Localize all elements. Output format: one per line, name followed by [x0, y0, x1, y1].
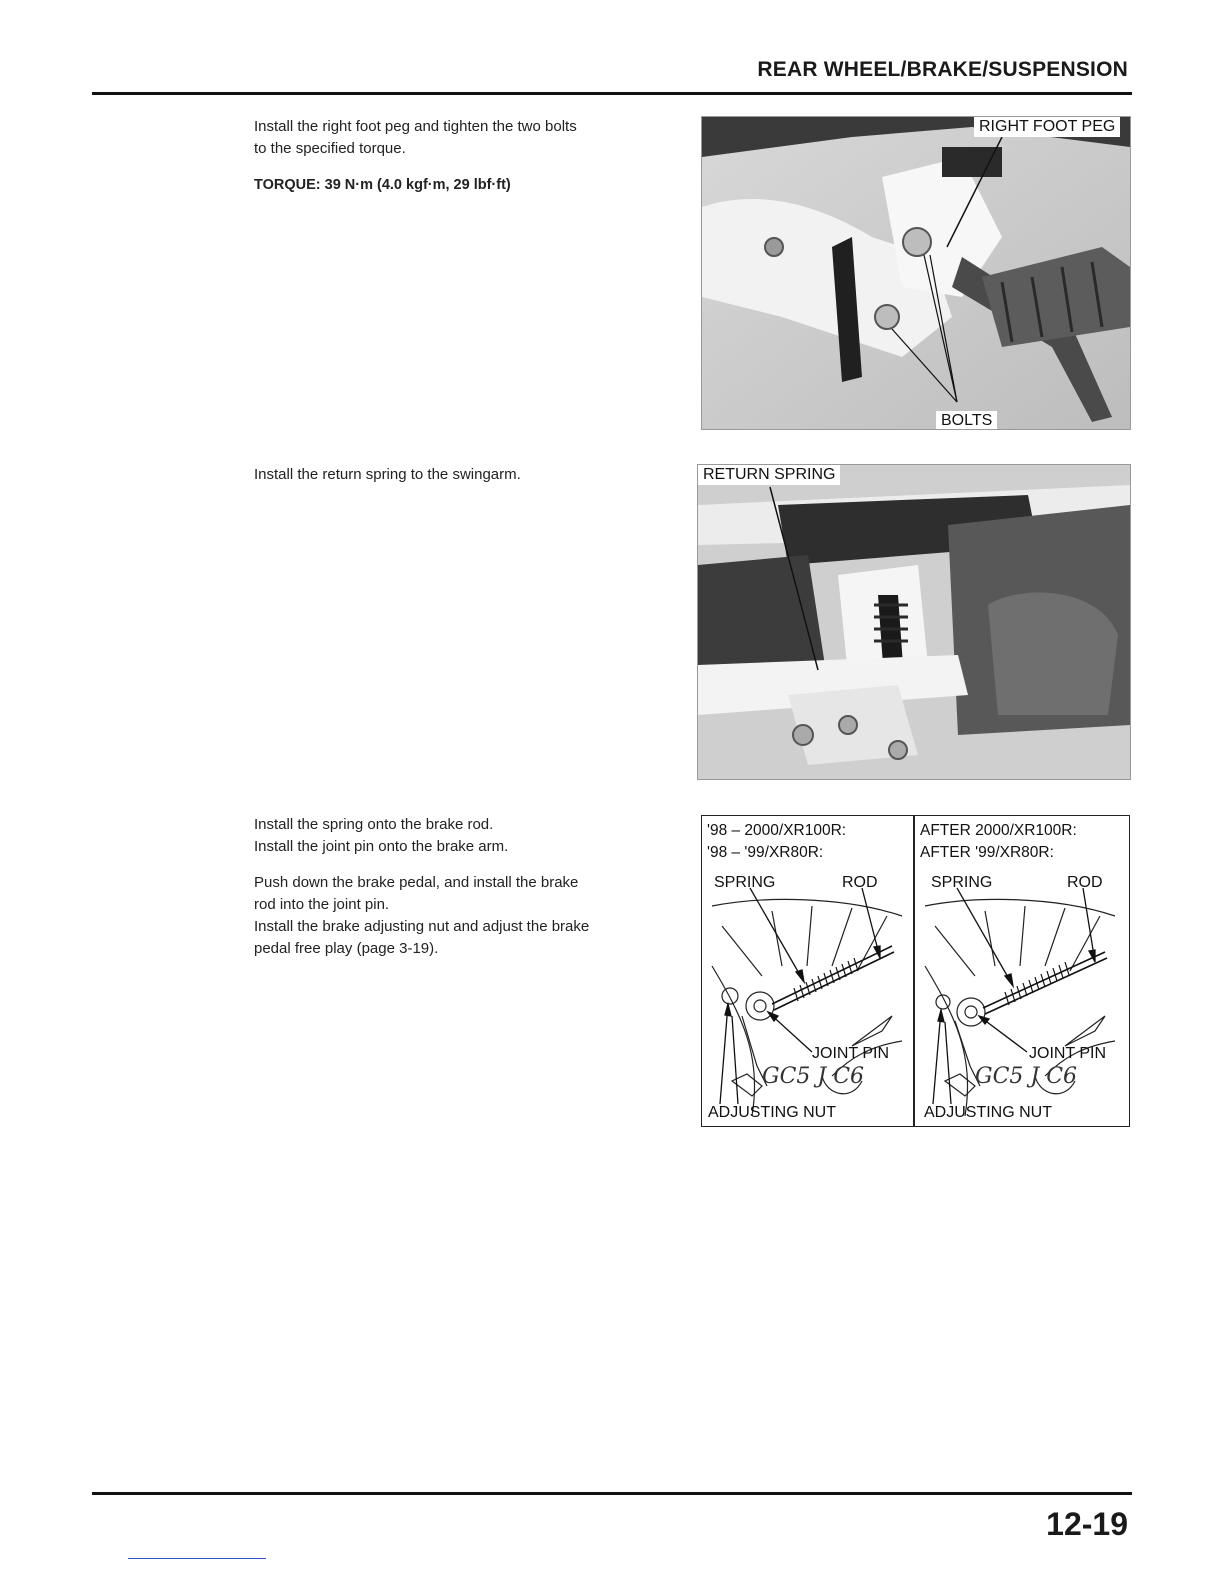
model-label-1: '98 – 2000/XR100R: [707, 822, 847, 839]
footer-link-underline[interactable] [128, 1558, 266, 1559]
step-line: Install the brake adjusting nut and adjust the brake [254, 918, 590, 935]
header-rule [92, 92, 1132, 95]
step-line: to the specified torque. [254, 140, 406, 157]
label-joint-pin: JOINT PIN [1029, 1045, 1107, 1062]
label-adjusting-nut: ADJUSTING NUT [708, 1104, 836, 1121]
figure-panel-early-models [702, 816, 913, 1126]
step-line: Install the spring onto the brake rod. [254, 816, 494, 833]
label-right-foot-peg: RIGHT FOOT PEG [974, 117, 1120, 137]
label-spring: SPRING [931, 874, 993, 891]
step-line: rod into the joint pin. [254, 896, 390, 913]
step-line: Install the joint pin onto the brake arm. [254, 838, 509, 855]
step-line: pedal free play (page 3-19). [254, 940, 439, 957]
page-number: 12-19 [1046, 1506, 1128, 1542]
step-brake-rod-text [254, 814, 690, 960]
figure-panel-later-models [915, 816, 1129, 1126]
step-line: Install the right foot peg and tighten the two bolts [254, 118, 577, 135]
foot-peg-photo-illustration [702, 117, 1130, 429]
figure-code: GC5 J C6 [975, 1064, 1078, 1089]
model-label-2: '98 – '99/XR80R: [707, 844, 824, 861]
label-adjusting-nut: ADJUSTING NUT [924, 1104, 1052, 1121]
step-line: Push down the brake pedal, and install the brake [254, 874, 579, 891]
label-bolts: BOLTS [936, 411, 997, 430]
return-spring-photo-illustration [698, 465, 1130, 779]
figure-code: GC5 J C6 [762, 1064, 865, 1089]
label-spring: SPRING [714, 874, 776, 891]
label-joint-pin: JOINT PIN [812, 1045, 890, 1062]
step-foot-peg-text [254, 116, 690, 196]
model-label-1: AFTER 2000/XR100R: [920, 822, 1077, 839]
label-rod: ROD [842, 874, 878, 891]
torque-spec: TORQUE: 39 N·m (4.0 kgf·m, 29 lbf·ft) [254, 177, 511, 193]
label-return-spring: RETURN SPRING [698, 465, 840, 485]
model-label-2: AFTER '99/XR80R: [920, 844, 1054, 861]
section-title: REAR WHEEL/BRAKE/SUSPENSION [757, 58, 1128, 81]
brake-rod-figure [701, 815, 1130, 1127]
footer-rule [92, 1492, 1132, 1495]
photo-right-foot-peg [701, 116, 1131, 430]
photo-return-spring [697, 464, 1131, 780]
step-return-spring-text [254, 464, 690, 486]
label-rod: ROD [1067, 874, 1103, 891]
step-line: Install the return spring to the swingarm. [254, 466, 521, 483]
